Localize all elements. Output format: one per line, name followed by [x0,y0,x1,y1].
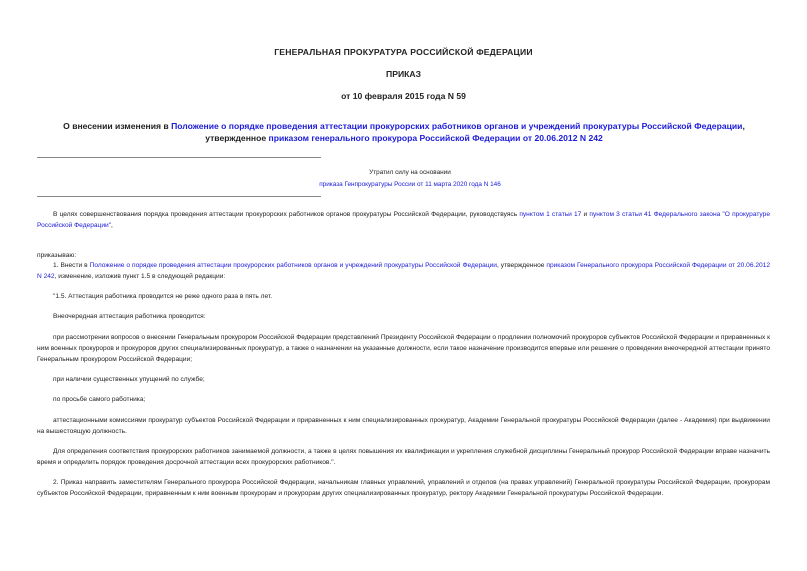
divider-top [37,157,321,158]
divider-bottom [37,196,321,197]
link-art-41[interactable]: пунктом 3 статьи 41 Федерального закона "О прокуратуре Российской Федерации" [37,211,770,230]
item1-mid: , утвержденное [496,262,547,269]
doc-type-heading: ПРИКАЗ [386,69,421,79]
title-mid: , утвержденное [205,121,745,143]
preamble-end: , [111,222,113,230]
paragraph-item-2: 2. Приказ направить заместителям Генерального прокурора Российской Федерации, начальникам главных управлений, управлений и отделов (на правах управлений) Генеральной прокуратуры Российской Федерации, прокурорам субъектов Российской Федерации, приравненным к ним военным прокурорам и прокурорам других специализированных прокуратур, ректору Академии Генеральной прокуратуры Российской Федерации. [37,479,770,498]
status-link[interactable]: приказа Генпрокуратуры России от 11 марта 2020 года N 146 [319,181,501,188]
paragraph-item-1 [37,260,770,282]
link-art-17[interactable]: пунктом 1 статьи 17 [519,211,582,218]
paragraph-preamble [37,209,770,231]
order-word: приказываю: [37,252,77,259]
quote-case-request: по просьбе самого работника; [53,396,146,403]
preamble-and: и [581,211,590,218]
status-text: Утратил силу на основании [369,169,451,176]
quote-case-presentations: при рассмотрении вопросов о внесении Генеральным прокурором Российской Федерации представлений Президенту Российской Федерации о продлении полномочий прокуроров субъектов Российской Федерации и приравненных к ним военных прокуроров и прокуроров других специализированных прокуратур, а также о назначении на указанные должности, если такое назначение производится впервые или решение о проведении внеочередной аттестации принято Генеральным прокурором Российской Федерации; [37,334,770,364]
quote-extraordinary: Внеочередная аттестация работника проводится: [53,313,206,320]
title-link-order-242[interactable]: приказом генерального прокурора Российской Федерации от 20.06.2012 N 242 [268,132,603,143]
quote-1-5: "1.5. Аттестация работника проводится не реже одного раза в пять лет. [53,293,273,300]
date-number-heading: от 10 февраля 2015 года N 59 [341,91,466,101]
org-heading: ГЕНЕРАЛЬНАЯ ПРОКУРАТУРА РОССИЙСКОЙ ФЕДЕРАЦИИ [274,47,533,57]
item1-link-regulation[interactable]: Положение о порядке проведения аттестации прокурорских работников органов и учреждений прокуратуры Российской Федерации [89,262,497,269]
quote-early-attestation: Для определения соответствия прокурорских работников занимаемой должности, а также в целях повышения их квалификации и укрепления служебной дисциплины Генеральный прокурор Российской Федерации вправе назначить время и определить порядок проведения досрочной аттестации всех прокурорских работников.". [37,448,770,467]
preamble-text: В целях совершенствования порядка проведения аттестации прокурорских работников органов прокуратуры Российской Федерации, руководствуясь [53,211,520,218]
title-pre: О внесении изменения в [63,121,172,131]
title-link-regulation[interactable]: Положение о порядке проведения аттестации прокурорских работников органов и учреждений прокуратуры Российской Федерации [171,121,743,131]
item1-pre: 1. Внести в [53,262,90,269]
item1-link-order-242[interactable]: приказом Генерального прокурора Российской Федерации от 20.06.2012 N 242 [37,262,770,281]
quote-case-commissions: аттестационными комиссиями прокуратур субъектов Российской Федерации и приравненных к ним специализированных прокуратур, Академии Генеральной прокуратуры Российской Федерации (далее - Академия) при выдвижении на вышестоящую должность. [37,417,770,436]
quote-case-omissions: при наличии существенных упущений по службе; [53,376,205,383]
item1-end: , изменение, изложив пункт 1.5 в следующей редакции: [54,273,226,281]
document-title [44,121,764,144]
